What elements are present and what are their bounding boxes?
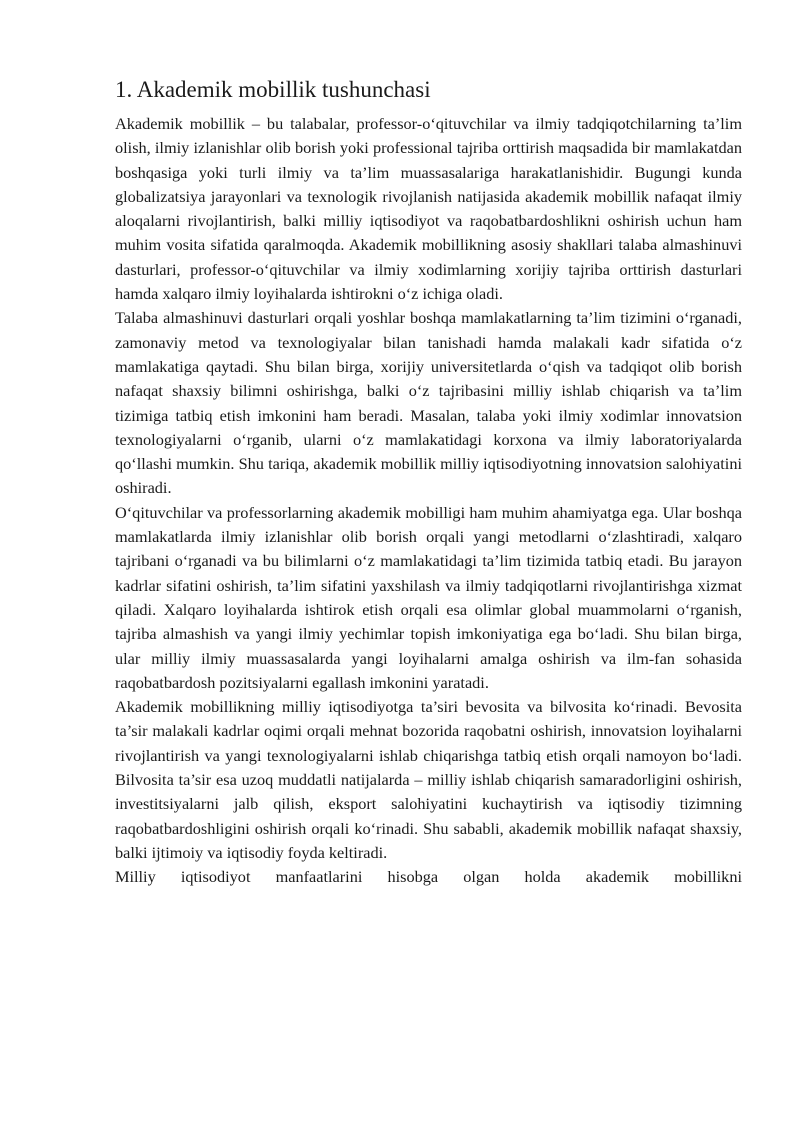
section-heading: 1. Akademik mobillik tushunchasi (115, 77, 431, 102)
paragraph-definition: Akademik mobillik – bu talabalar, professor-o‘qituvchilar va ilmiy tadqiqotchilarning ta’lim olish, ilmiy izlanishlar olib borish yoki professional tajriba orttirish maqsadida bir mamlakatdan boshqasiga yoki turli ilmiy va ta’lim muassasalariga harakatlanishidir. Bugungi kunda globalizatsiya jarayonlari va texnologik rivojlanish natijasida akademik mobillik nafaqat ilmiy aloqalarni rivojlantirish, balki milliy iqtisodiyot va raqobatbardoshlikni oshirish uchun ham muhim vosita sifatida qaralmoqda. Akademik mobillikning asosiy shakllari talaba almashinuvi dasturlari, professor-o‘qituvchilar va ilmiy xodimlarning xorijiy tajriba orttirish dasturlari hamda xalqaro ilmiy loyihalarda ishtirokni o‘z ichiga oladi. (115, 114, 742, 304)
paragraph-student-exchange: Talaba almashinuvi dasturlari orqali yoshlar boshqa mamlakatlarning ta’lim tizimini o‘rganadi, zamonaviy metod va texnologiyalar bilan tanishadi hamda malakali kadr sifatida o‘z mamlakatiga qaytadi. Shu bilan birga, xorijiy universitetlarda o‘qish va tadqiqot olib borish nafaqat shaxsiy bilimni oshirishga, balki o‘z tajribasini milliy ishlab chiqarish va ta’lim tizimiga tatbiq etish imkonini ham beradi. Masalan, talaba yoki ilmiy xodimlar innovatsion texnologiyalarni o‘rganib, ularni o‘z mamlakatidagi korxona va ilmiy laboratoriyalarda qo‘llashi mumkin. Shu tariqa, akademik mobillik milliy iqtisodiyotning innovatsion salohiyatini oshiradi. (115, 308, 742, 498)
paragraph-economic-impact: Akademik mobillikning milliy iqtisodiyotga ta’siri bevosita va bilvosita ko‘rinadi. Bevosita ta’sir malakali kadrlar oqimi orqali mehnat bozorida raqobatni oshirish, innovatsion loyihalarni rivojlantirish va yangi texnologiyalarni ishlab chiqarishga tatbiq etish orqali namoyon bo‘ladi. Bilvosita ta’sir esa uzoq muddatli natijalarda – milliy ishlab chiqarish samaradorligini oshirish, investitsiyalarni jalb qilish, eksport salohiyatini kuchaytirish va iqtisodiy tizimning raqobatbardoshligini oshirish orqali ko‘rinadi. Shu sababli, akademik mobillik nafaqat shaxsiy, balki ijtimoiy va iqtisodiy foyda keltiradi. (115, 697, 742, 862)
paragraph-teacher-mobility: O‘qituvchilar va professorlarning akademik mobilligi ham muhim ahamiyatga ega. Ular boshqa mamlakatlarda ilmiy izlanishlar olib borish orqali yangi metodlarni o‘zlashtiradi, xalqaro tajribani o‘rganadi va bu bilimlarni o‘z mamlakatidagi ta’lim tizimida tatbiq etadi. Bu jarayon kadrlar sifatini oshirish, ta’lim sifatini yaxshilash va ilmiy tadqiqotlarni rivojlantirishga xizmat qiladi. Xalqaro loyihalarda ishtirok etish orqali esa olimlar global muammolarni o‘rganish, tajriba almashish va yangi ilmiy yechimlar topish imkoniyatiga ega bo‘ladi. Shu bilan birga, ular milliy ilmiy muassasalarda yangi loyihalarni amalga oshirish va ilm-fan sohasida raqobatbardosh pozitsiyalarni egallash imkonini yaratadi. (115, 502, 742, 692)
paragraph-national-interests: Milliy iqtisodiyot manfaatlarini hisobga olgan holda akademik mobillikni (115, 867, 742, 887)
document-page (115, 74, 742, 890)
